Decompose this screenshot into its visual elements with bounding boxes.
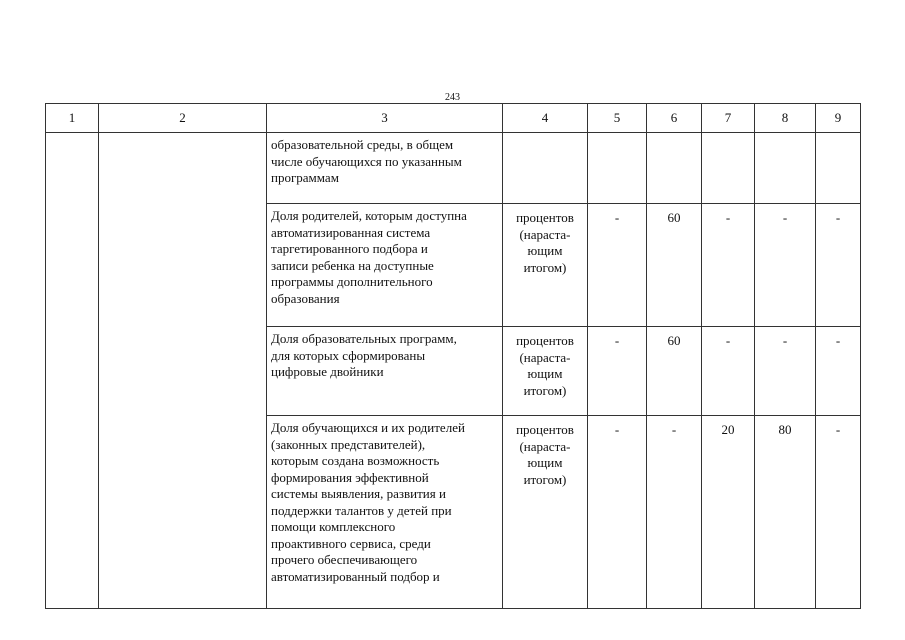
indicator-line: Доля обучающихся и их родителей: [271, 420, 465, 435]
value-cell: -: [816, 327, 861, 416]
indicator-line: автоматизированный подбор и: [271, 568, 440, 584]
table-row: [46, 133, 861, 204]
page-number: 243: [445, 92, 460, 103]
value-cell: [647, 133, 702, 204]
value-cell: [702, 133, 755, 204]
indicator-line: таргетированного подбора и: [271, 241, 428, 256]
indicator-line: для которых сформированы: [271, 347, 426, 363]
column-header: 9: [816, 104, 861, 133]
indicator-line: программы дополнительного: [271, 274, 433, 289]
value-cell: -: [702, 204, 755, 327]
unit-line: (нараста-: [519, 226, 571, 242]
indicator-cell: [267, 416, 503, 609]
value-cell: [588, 133, 647, 204]
indicator-line: цифровые двойники: [271, 364, 384, 379]
column-header: 4: [503, 104, 588, 133]
unit-line: ющим: [527, 366, 563, 381]
indicator-line: проактивного сервиса, среди: [271, 535, 431, 551]
value-cell: 20: [702, 416, 755, 609]
unit-line: итогом): [523, 471, 567, 487]
column-header: 6: [647, 104, 702, 133]
value-cell: -: [755, 327, 816, 416]
indicator-line: системы выявления, развития и: [271, 486, 446, 501]
indicator-line: формирования эффективной: [271, 469, 429, 485]
value-cell: 60: [647, 327, 702, 416]
unit-cell: [503, 416, 588, 609]
value-cell: -: [588, 416, 647, 609]
indicator-line: программам: [271, 170, 339, 185]
unit-line: процентов: [516, 210, 574, 225]
indicator-line: которым создана возможность: [271, 453, 440, 468]
column-1-cell: [46, 133, 99, 609]
indicator-line: образования: [271, 290, 340, 306]
unit-cell: [503, 204, 588, 327]
unit-line: процентов: [516, 333, 574, 348]
data-table: [45, 103, 861, 609]
value-cell: -: [588, 327, 647, 416]
unit-line: (нараста-: [519, 438, 571, 454]
unit-line: итогом): [523, 259, 567, 275]
unit-line: ющим: [527, 455, 563, 470]
indicator-line: числе обучающихся по указанным: [271, 153, 462, 169]
indicator-line: прочего обеспечивающего: [271, 552, 418, 567]
unit-cell: [503, 133, 588, 204]
column-header: 5: [588, 104, 647, 133]
value-cell: -: [702, 327, 755, 416]
value-cell: 60: [647, 204, 702, 327]
unit-cell: [503, 327, 588, 416]
value-cell: 80: [755, 416, 816, 609]
column-header: 8: [755, 104, 816, 133]
unit-line: ющим: [527, 243, 563, 258]
value-cell: -: [755, 204, 816, 327]
indicator-line: Доля родителей, которым доступна: [271, 208, 467, 223]
value-cell: -: [816, 204, 861, 327]
column-2-cell: [99, 133, 267, 609]
indicator-line: поддержки талантов у детей при: [271, 502, 452, 518]
indicator-line: Доля образовательных программ,: [271, 331, 457, 346]
value-cell: [755, 133, 816, 204]
indicator-line: автоматизированная система: [271, 224, 431, 240]
value-cell: -: [588, 204, 647, 327]
column-header: 1: [46, 104, 99, 133]
indicator-line: образовательной среды, в общем: [271, 137, 454, 152]
indicator-line: помощи комплексного: [271, 519, 396, 534]
column-header: 3: [267, 104, 503, 133]
indicator-cell: [267, 133, 503, 204]
indicator-cell: [267, 327, 503, 416]
header-row: [46, 104, 861, 133]
column-header: 2: [99, 104, 267, 133]
indicator-cell: [267, 204, 503, 327]
value-cell: [816, 133, 861, 204]
value-cell: -: [647, 416, 702, 609]
unit-line: итогом): [523, 382, 567, 398]
unit-line: (нараста-: [519, 349, 571, 365]
value-cell: -: [816, 416, 861, 609]
column-header: 7: [702, 104, 755, 133]
indicator-line: (законных представителей),: [271, 436, 426, 452]
unit-line: процентов: [516, 422, 574, 437]
indicator-line: записи ребенка на доступные: [271, 257, 434, 273]
